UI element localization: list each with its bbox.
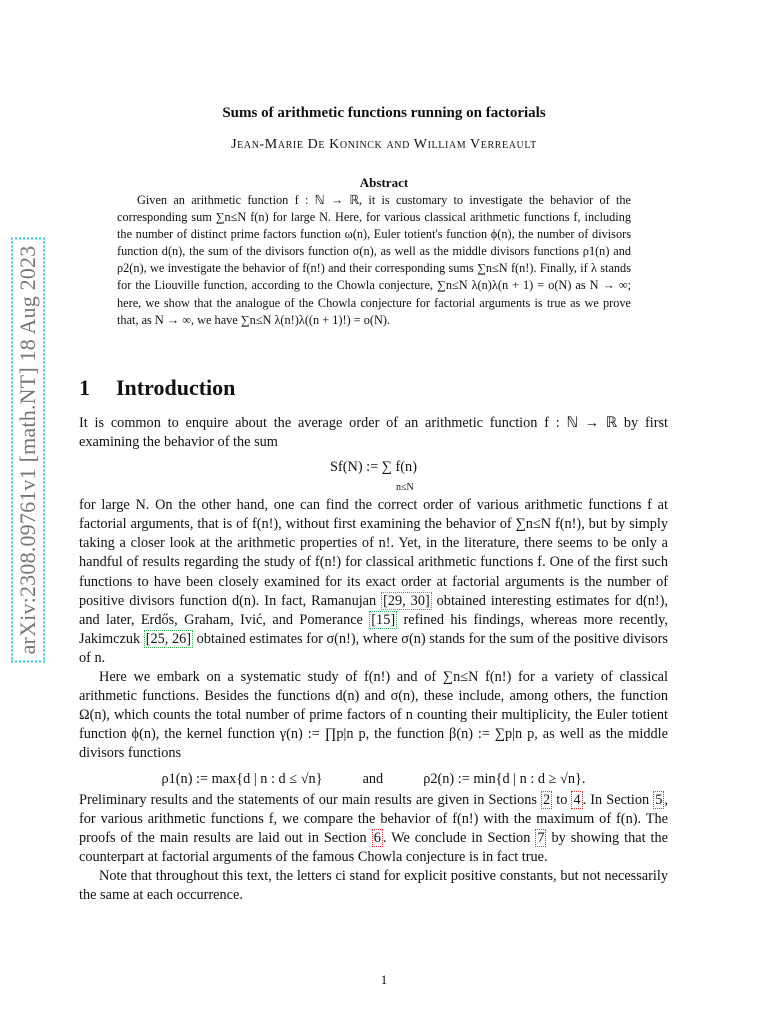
display-equation-2 [79, 770, 668, 789]
rho1-definition: ρ1(n) := max{d | n : d ≤ √n} [161, 770, 323, 787]
equation-sum: Sf(N) := ∑ f(n) [330, 459, 417, 476]
intro-paragraph-5: Note that throughout this text, the letters ci stand for explicit positive constants, but not necessarily the same at each occurrence. [79, 867, 668, 904]
section-title: Introduction [116, 375, 236, 400]
citation-link[interactable]: [29, 30] [383, 592, 430, 609]
intro-paragraph-4 [79, 791, 668, 867]
section-link[interactable]: 6 [373, 829, 381, 846]
paragraph-text: obtained estimates for σ(n!), where σ(n) stands for the sum of the positive divisors of n. [79, 630, 668, 666]
paragraph-text: . In Section [582, 791, 654, 808]
page-number: 1 [380, 972, 388, 987]
paragraph-text: obtained interesting estimates for d(n!), and later, Erdős, Graham, Ivić, and Pomerance [79, 592, 668, 628]
paragraph-text: Preliminary results and the statements of our main results are given in Sections [79, 791, 542, 808]
intro-paragraph-2 [79, 496, 668, 668]
paragraph-text: , for various arithmetic functions f, we compare the behavior of f(n!) with the maximum of f(n). The proofs of the main results are laid out in Section [79, 791, 668, 846]
arxiv-stamp-area [8, 213, 48, 687]
section-link[interactable]: 5 [655, 791, 663, 808]
equation-and: and [362, 770, 384, 787]
paragraph-text: by showing that the counterpart at factorial arguments of the famous Chowla conjecture is in fact true. [79, 829, 669, 865]
arxiv-identifier-link[interactable]: arXiv:2308.09761v1 [math.NT] 18 Aug 2023 [11, 238, 45, 663]
abstract-heading: Abstract [359, 175, 409, 190]
equation-sum-subscript: n≤N [396, 482, 414, 494]
section-number: 1 [79, 375, 90, 400]
paragraph-text: refined his findings, whereas more recently, Jakimczuk [79, 611, 668, 647]
paper-title: Sums of arithmetic functions running on factorials [222, 105, 546, 121]
abstract-paragraph: Given an arithmetic function f : ℕ → ℝ, it is customary to investigate the behavior of the corresponding sum ∑n≤N f(n) for large N. Here, for various classical arithmetic functions f, including the number of distinct prime factors function ω(n), Euler totient's function ϕ(n), the number of divisors function d(n), the sum of the divisors function σ(n), as well as the middle divisors functions ρ1(n) and ρ2(n), we investigate the behavior of f(n!) and their corresponding sums ∑n≤N f(n!). Finally, if λ stands for the Liouville function, according to the Chowla conjecture, ∑n≤N λ(n)λ(n + 1) = o(N) as N → ∞; here, we show that the analogue of the Chowla conjecture for factorial arguments is true as we prove that, as N → ∞, we have ∑n≤N λ(n!)λ((n + 1)!) = o(N). [117, 193, 631, 327]
citation-link[interactable]: [25, 26] [145, 630, 192, 647]
display-equation-1 [79, 458, 668, 492]
paragraph-text: to [552, 791, 572, 808]
section-link[interactable]: 4 [573, 791, 581, 808]
paragraph-text: for large N. On the other hand, one can find the correct order of various arithmetic functions f at factorial arguments, that is of f(n!), without first examining the behavior of ∑n≤N f(n!), but by simply taking a closer look at the arithmetic properties of n!. Yet, in the literature, there seems to be only a handful of results regarding the study of f(n!) for classical arithmetic functions f. One of the first such functions to have been closely examined for its exact order at factorial arguments is the number of positive divisors function d(n). In fact, Ramanujan [79, 497, 668, 609]
section-link[interactable]: 7 [537, 829, 545, 846]
paper-authors: Jean-Marie De Koninck and William Verreault [231, 137, 537, 152]
rho2-definition: ρ2(n) := min{d | n : d ≥ √n}. [423, 770, 586, 787]
citation-link[interactable]: [15] [371, 611, 396, 628]
section-heading [79, 375, 235, 401]
section-link[interactable]: 2 [543, 791, 551, 808]
intro-paragraph-3: Here we embark on a systematic study of f(n!) and of ∑n≤N f(n!) for a variety of classical arithmetic functions. Besides the functions d(n) and σ(n), these include, among others, the function Ω(n), which counts the total number of prime factors of n counting their multiplicity, the Euler totient function ϕ(n), the kernel function γ(n) := ∏p|n p, the function β(n) := ∑p|n p, as well as the middle divisors functions [79, 669, 668, 762]
abstract-body [117, 192, 631, 329]
body-text [79, 414, 668, 905]
paragraph-text: . We conclude in Section [382, 829, 536, 846]
intro-paragraph-1: It is common to enquire about the average order of an arithmetic function f : ℕ → ℝ by first examining the behavior of the sum [79, 415, 668, 451]
